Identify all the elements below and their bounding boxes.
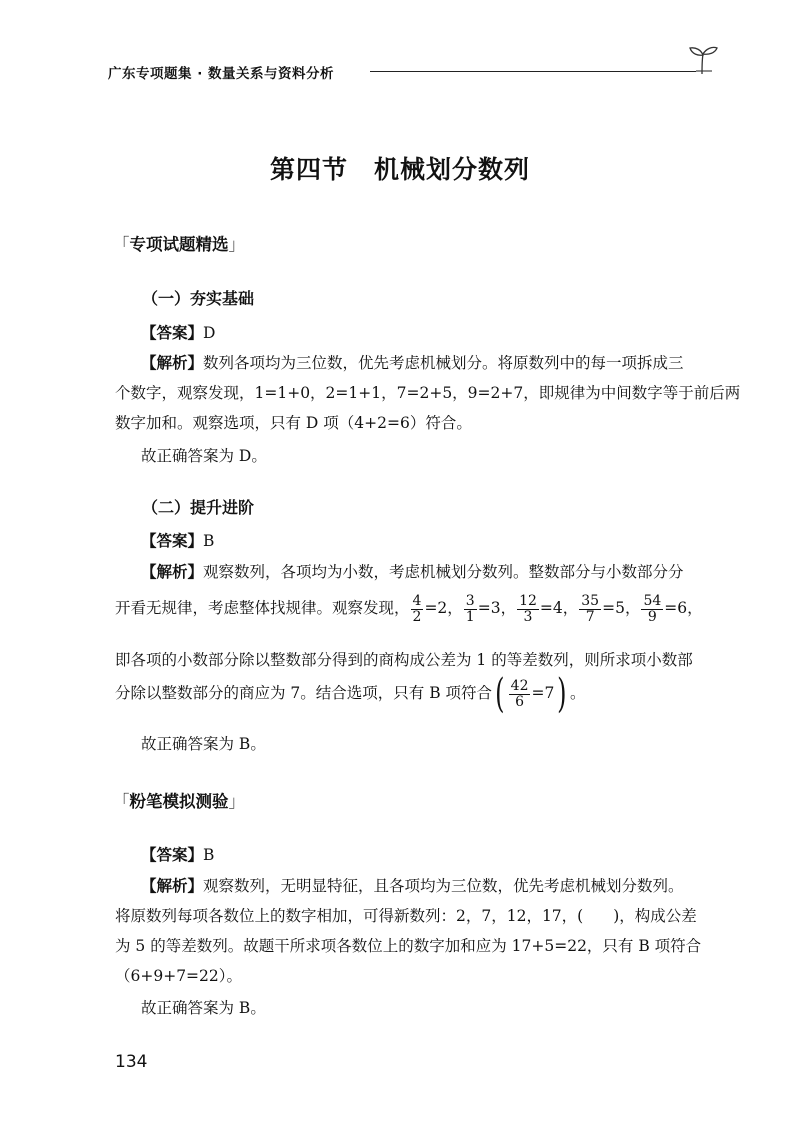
chapter-title: 第四节 机械划分数列 [269,155,530,184]
fraction-denominator: 9 [647,608,657,625]
analysis-text: 观察数列，各项均为小数，考虑机械划分数列。整数部分与小数部分分 [203,563,684,581]
answer-line [141,321,215,343]
subsection-title-advanced: （二）提升进阶 [142,498,255,517]
fraction-numerator: 35 [581,593,600,609]
fraction [464,594,477,624]
analysis-text: 观察数列，无明显特征，且各项均为三位数，优先考虑机械划分数列。 [203,877,684,895]
sprout-icon [686,40,720,76]
banner-title: 粉笔模拟测验 [129,792,229,811]
fraction-line [115,594,703,624]
option-fraction-line [115,671,586,717]
conclusion-line: 故正确答案为 B。 [141,999,266,1017]
running-header-title: 广东专项题集 · 数量关系与资料分析 [108,66,335,82]
fraction-denominator: 2 [412,608,422,625]
answer-line [141,843,214,865]
analysis-line [141,351,684,373]
fraction-denominator: 3 [523,608,533,625]
section-banner-mock-test [113,788,245,812]
analysis-line [141,560,684,582]
paragraph-line: 为 5 的等差数列。故题干所求项各数位上的数字加和应为 17+5=22，只有 B 项符合 [115,937,702,955]
fraction-result: =4， [539,599,579,618]
section-banner-practice [113,231,245,255]
banner-right-bracket: 」 [228,235,245,254]
answer-label: 【答案】 [141,846,204,864]
fraction-result: =6， [664,599,703,618]
paragraph-text: 开看无规律，考虑整体找规律。观察发现， [115,599,410,618]
paragraph-line: 即各项的小数部分除以整数部分得到的商构成公差为 1 的等差数列，则所求项小数部 [115,651,693,669]
analysis-label: 【解析】 [141,563,204,581]
fraction-result: =3， [477,599,517,618]
fraction [517,594,539,624]
answer-value: D [203,324,216,342]
fraction-numerator: 3 [465,593,475,609]
banner-left-bracket: 「 [113,792,130,811]
analysis-text: 数列各项均为三位数，优先考虑机械划分。将原数列中的每一项拆成三 [203,354,684,372]
fraction-result: =2， [424,599,463,618]
left-paren: ( [495,671,505,717]
banner-title: 专项试题精选 [129,235,229,254]
paragraph-line: （6+9+7=22）。 [115,967,243,985]
paragraph-line: 个数字，观察发现，1=1+0，2=1+1，7=2+5，9=2+7，即规律为中间数字等于前后两 [115,384,741,402]
fraction-result: =5， [602,599,641,618]
analysis-label: 【解析】 [141,354,204,372]
paragraph-text: 将原数列每项各数位上的数字相加，可得新数列：2，7，12，17，( [115,907,584,925]
fraction [579,594,601,624]
fraction-numerator: 42 [510,677,529,694]
answer-label: 【答案】 [141,532,204,550]
banner-right-bracket: 」 [228,792,245,811]
paragraph-line: 数字加和。观察选项，只有 D 项（4+2=6）符合。 [115,414,472,432]
answer-value: B [203,532,215,550]
fraction [509,679,531,709]
fraction-numerator: 54 [643,593,662,609]
answer-line [141,529,214,551]
banner-left-bracket: 「 [113,235,130,254]
paragraph-text: 分除以整数部分的商应为 7。结合选项，只有 B 项符合 [115,684,493,702]
header-rule [370,71,696,72]
conclusion-line: 故正确答案为 B。 [141,735,266,753]
fraction-result: =7 [531,684,555,702]
paragraph-text: )，构成公差 [613,907,697,925]
fraction-numerator: 4 [412,593,422,609]
answer-label: 【答案】 [141,324,204,342]
fraction-denominator: 6 [515,693,525,710]
paragraph-line [115,904,697,926]
page-number: 134 [115,1052,148,1072]
fraction [641,594,663,624]
analysis-line [141,874,684,896]
fraction-denominator: 7 [585,608,595,625]
fraction-denominator: 1 [465,608,475,625]
fraction-numerator: 12 [519,593,537,609]
conclusion-line: 故正确答案为 D。 [141,447,267,465]
paragraph-text: 。 [569,684,586,702]
fraction [411,594,424,624]
analysis-label: 【解析】 [141,877,204,895]
answer-value: B [203,846,215,864]
subsection-title-basic: （一）夯实基础 [142,289,255,308]
right-paren: ) [557,671,567,717]
